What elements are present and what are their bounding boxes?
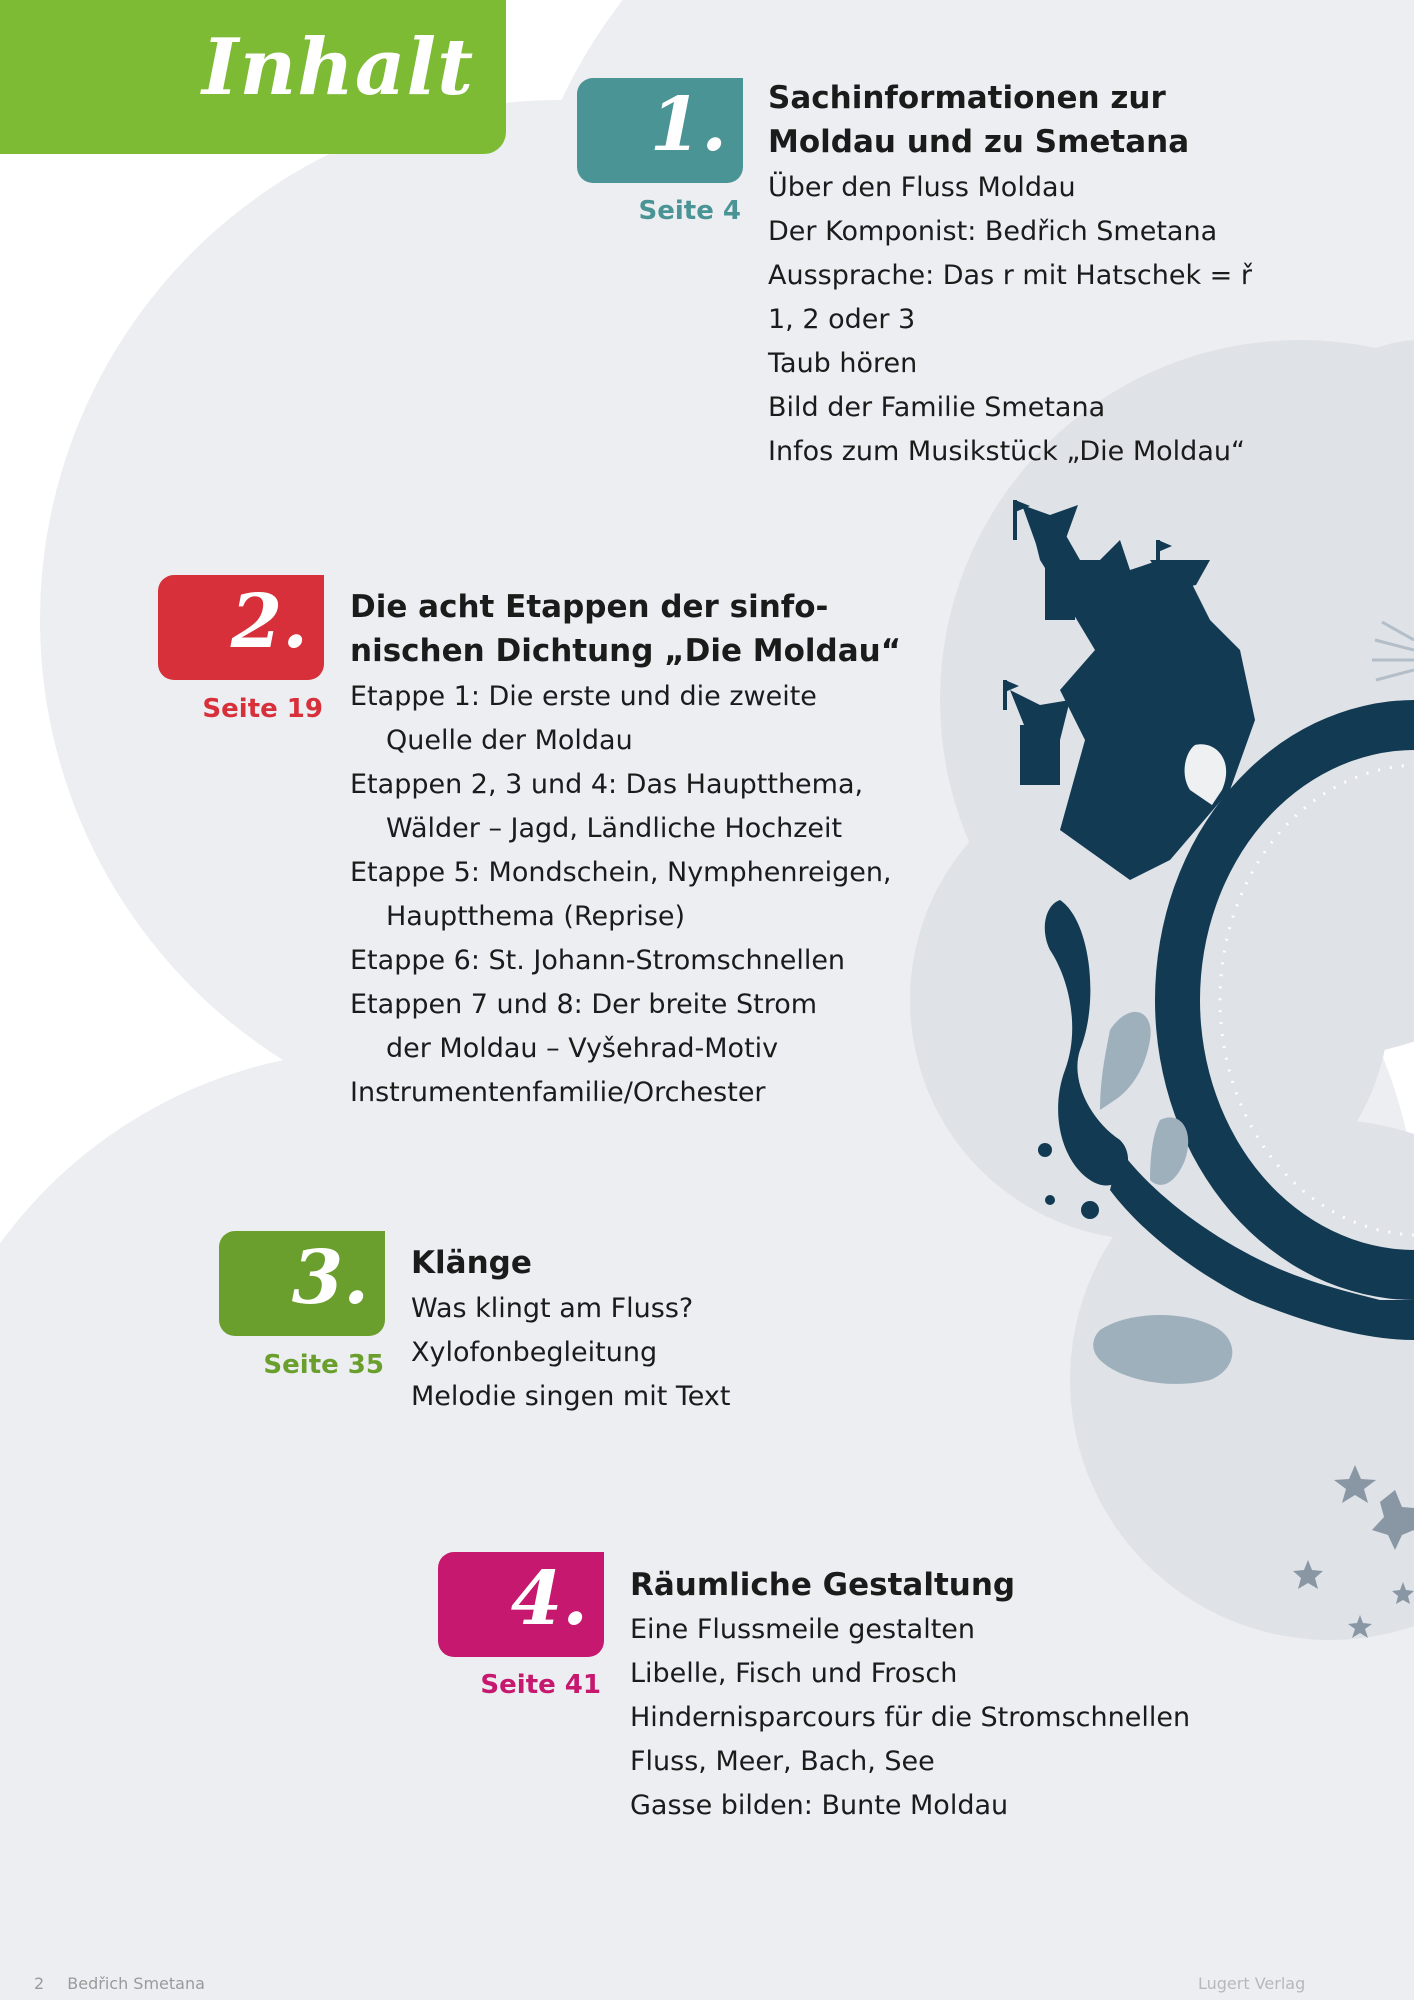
list-item: Hindernisparcours für die Stromschnellen bbox=[630, 1702, 1191, 1733]
list-item: Der Komponist: Bedřich Smetana bbox=[768, 216, 1218, 247]
book-title: Bedřich Smetana bbox=[67, 1974, 205, 1993]
section-1-number-box bbox=[577, 78, 743, 183]
list-item: Instrumentenfamilie/Orchester bbox=[350, 1077, 766, 1108]
list-item: Etappe 5: Mondschein, Nymphenreigen, bbox=[350, 857, 892, 888]
list-item: Taub hören bbox=[768, 348, 918, 379]
header-tab bbox=[0, 0, 506, 154]
list-item: Wälder – Jagd, Ländliche Hochzeit bbox=[386, 813, 843, 844]
section-3-title bbox=[411, 1241, 971, 1285]
list-item: Hauptthema (Reprise) bbox=[386, 901, 686, 932]
section-3-title-line: Klänge bbox=[411, 1245, 532, 1281]
list-item: Gasse bilden: Bunte Moldau bbox=[630, 1790, 1009, 1821]
publisher: Lugert Verlag bbox=[1198, 1974, 1306, 1993]
section-1-title bbox=[768, 76, 1328, 164]
list-item: Aussprache: Das r mit Hatschek = ř bbox=[768, 260, 1252, 291]
section-2-page: Seite 19 bbox=[202, 694, 323, 724]
section-2-title-line: Die acht Etappen der sinfo- bbox=[350, 589, 829, 625]
section-2-title-line: nischen Dichtung „Die Moldau“ bbox=[350, 633, 902, 669]
section-1-number: 1. bbox=[649, 82, 727, 168]
list-item: Quelle der Moldau bbox=[386, 725, 633, 756]
list-item: Bild der Familie Smetana bbox=[768, 392, 1106, 423]
list-item: Etappe 1: Die erste und die zweite bbox=[350, 681, 817, 712]
section-2-number: 2. bbox=[230, 579, 308, 665]
section-2-number-box bbox=[158, 575, 324, 680]
list-item: Xylofonbegleitung bbox=[411, 1337, 658, 1368]
section-4-title bbox=[630, 1563, 1190, 1607]
list-item: Etappe 6: St. Johann-Stromschnellen bbox=[350, 945, 846, 976]
section-3-items bbox=[411, 1287, 730, 1419]
list-item: Eine Flussmeile gestalten bbox=[630, 1614, 976, 1645]
list-item: Fluss, Meer, Bach, See bbox=[630, 1746, 935, 1777]
section-4-items bbox=[630, 1608, 1190, 1828]
section-4-page: Seite 41 bbox=[480, 1670, 601, 1700]
list-item: Über den Fluss Moldau bbox=[768, 172, 1076, 203]
page-number: 2 bbox=[34, 1974, 45, 1993]
page-title: Inhalt bbox=[202, 22, 475, 113]
section-4-number-box bbox=[438, 1552, 604, 1657]
section-1-title-line: Moldau und zu Smetana bbox=[768, 124, 1190, 160]
section-2-title bbox=[350, 585, 910, 673]
section-4-title-line: Räumliche Gestaltung bbox=[630, 1567, 1016, 1603]
list-item: Melodie singen mit Text bbox=[411, 1381, 731, 1412]
list-item: Libelle, Fisch und Frosch bbox=[630, 1658, 958, 1689]
section-2-items bbox=[350, 675, 892, 1115]
section-3-number-box bbox=[219, 1231, 385, 1336]
section-1-items bbox=[768, 166, 1252, 474]
section-3-page: Seite 35 bbox=[263, 1350, 384, 1380]
list-item: Was klingt am Fluss? bbox=[411, 1293, 694, 1324]
section-1-title-line: Sachinformationen zur bbox=[768, 80, 1166, 116]
section-3-number: 3. bbox=[291, 1235, 369, 1321]
section-4-number: 4. bbox=[510, 1556, 588, 1642]
list-item: Infos zum Musikstück „Die Moldau“ bbox=[768, 436, 1245, 467]
list-item: der Moldau – Vyšehrad-Motiv bbox=[386, 1033, 779, 1064]
section-1-page: Seite 4 bbox=[638, 196, 741, 226]
footer-left bbox=[34, 1974, 205, 1993]
list-item: Etappen 7 und 8: Der breite Strom bbox=[350, 989, 818, 1020]
list-item: 1, 2 oder 3 bbox=[768, 304, 916, 335]
list-item: Etappen 2, 3 und 4: Das Hauptthema, bbox=[350, 769, 864, 800]
